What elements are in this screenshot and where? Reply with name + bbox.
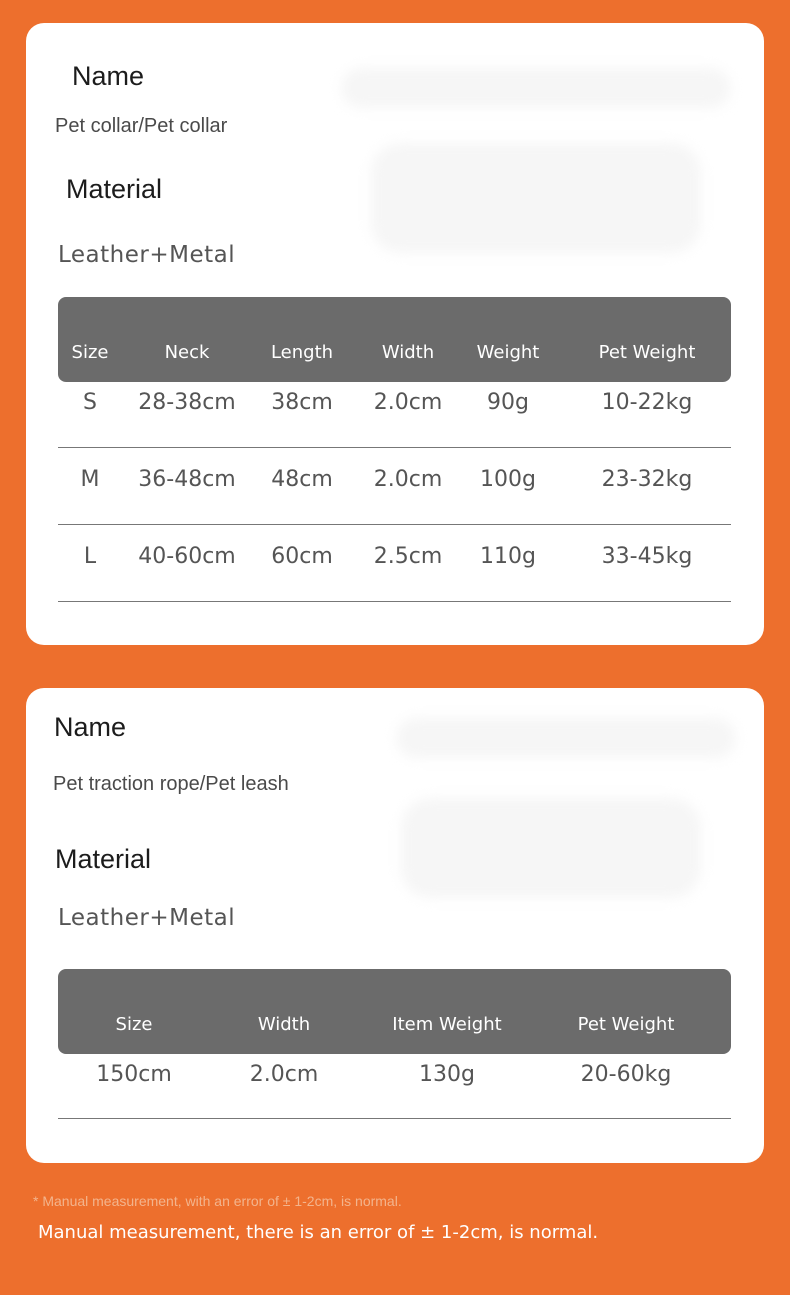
cell-size: L	[83, 544, 97, 569]
cell-neck: 40-60cm	[138, 544, 236, 569]
faded-background-text	[341, 68, 731, 108]
cell-width: 2.0cm	[373, 390, 443, 415]
collar-material-label: Material	[66, 174, 163, 204]
measurement-note: Manual measurement, there is an error of ± 1-2cm, is normal.	[38, 1222, 599, 1243]
cell-size: 150cm	[96, 1062, 172, 1087]
cell-item-weight: 130g	[419, 1062, 475, 1087]
cell-neck: 36-48cm	[138, 467, 236, 492]
cell-length: 38cm	[271, 390, 333, 415]
faded-background-text	[401, 798, 701, 898]
cell-pet-weight: 23-32kg	[601, 467, 693, 492]
collar-material-value: Leather+Metal	[58, 242, 236, 268]
leash-spec-card	[26, 688, 764, 1163]
leash-name-value: Pet traction rope/Pet leash	[53, 773, 289, 795]
leash-material-value: Leather+Metal	[58, 905, 236, 931]
table-row	[58, 524, 731, 602]
leash-name-label: Name	[54, 712, 127, 742]
cell-length: 48cm	[271, 467, 333, 492]
header-item-weight: Item Weight	[392, 1014, 502, 1035]
cell-size: S	[83, 390, 97, 415]
cell-size: M	[80, 467, 100, 492]
collar-name-value: Pet collar/Pet collar	[55, 115, 228, 137]
cell-length: 60cm	[271, 544, 333, 569]
faded-background-text	[396, 718, 736, 758]
cell-weight: 110g	[480, 544, 536, 569]
cell-neck: 28-38cm	[138, 390, 236, 415]
cell-width: 2.0cm	[373, 467, 443, 492]
leash-material-label: Material	[55, 844, 152, 874]
table-row	[58, 447, 731, 525]
header-pet-weight: Pet Weight	[598, 342, 696, 363]
header-size: Size	[71, 342, 109, 363]
header-neck: Neck	[164, 342, 210, 363]
cell-width: 2.5cm	[373, 544, 443, 569]
faded-background-text	[371, 143, 701, 253]
header-length: Length	[270, 342, 334, 363]
measurement-note-small: * Manual measurement, with an error of ± 1-2cm, is normal.	[33, 1193, 402, 1209]
cell-pet-weight: 20-60kg	[580, 1062, 672, 1087]
cell-pet-weight: 10-22kg	[601, 390, 693, 415]
cell-pet-weight: 33-45kg	[601, 544, 693, 569]
header-width: Width	[257, 1014, 311, 1035]
cell-weight: 90g	[487, 390, 529, 415]
cell-weight: 100g	[480, 467, 536, 492]
header-width: Width	[381, 342, 435, 363]
cell-width: 2.0cm	[249, 1062, 319, 1087]
collar-spec-card	[26, 23, 764, 645]
collar-name-label: Name	[72, 61, 145, 91]
header-weight: Weight	[476, 342, 540, 363]
table-row	[58, 370, 731, 448]
header-pet-weight: Pet Weight	[577, 1014, 675, 1035]
table-row	[58, 1042, 731, 1119]
header-size: Size	[115, 1014, 153, 1035]
